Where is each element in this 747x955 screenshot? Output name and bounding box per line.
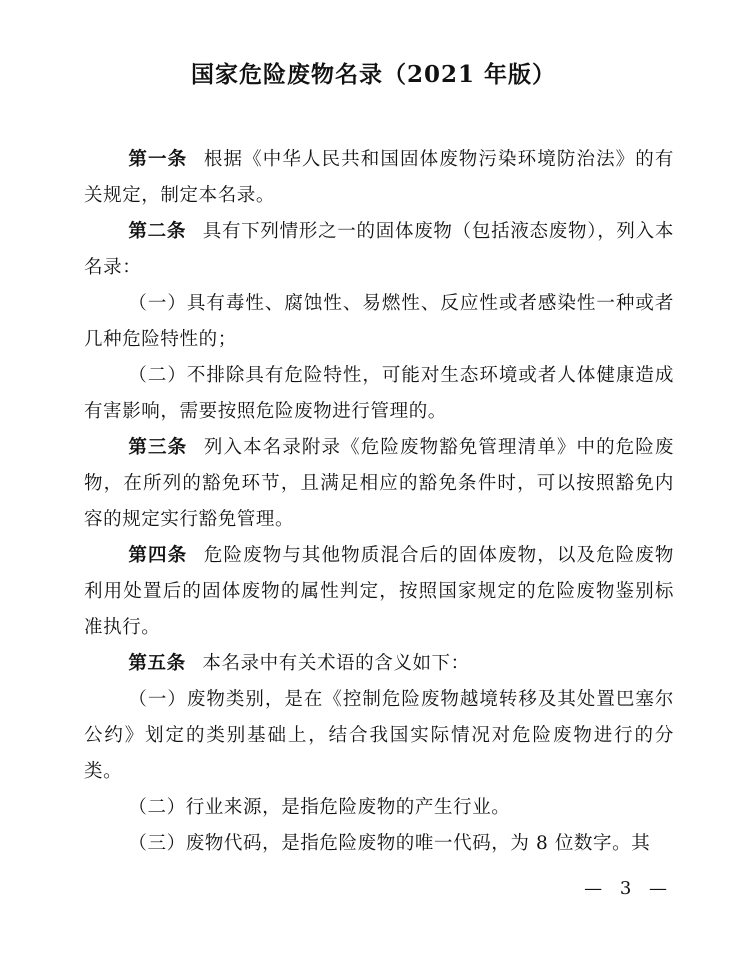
article-text: 本名录中有关术语的含义如下： [202, 653, 470, 674]
article-5 [84, 646, 674, 682]
article-text: 危险废物与其他物质混合后的固体废物，以及危险废物利用处置后的固体废物的属性判定，按照国家规定的危险废物鉴别标准执行。 [84, 545, 674, 638]
article-5-item-3 [84, 826, 674, 862]
article-label: 第四条 [128, 545, 188, 566]
article-3 [84, 430, 674, 538]
article-1 [84, 142, 674, 214]
article-text: 具有下列情形之一的固体废物（包括液态废物），列入本名录： [84, 221, 674, 278]
article-text: 根据《中华人民共和国固体废物污染环境防治法》的有关规定，制定本名录。 [84, 149, 674, 206]
item-text: （三）废物代码，是指危险废物的唯一代码，为 8 位数字。其 [128, 833, 651, 854]
item-text: （二）行业来源，是指危险废物的产生行业。 [128, 797, 511, 818]
item-text: （二）不排除具有危险特性，可能对生态环境或者人体健康造成有害影响，需要按照危险废物进行管理的。 [84, 365, 674, 422]
article-label: 第一条 [128, 149, 188, 170]
article-text: 列入本名录附录《危险废物豁免管理清单》中的危险废物，在所列的豁免环节，且满足相应的豁免条件时，可以按照豁免内容的规定实行豁免管理。 [84, 437, 674, 530]
article-4 [84, 538, 674, 646]
article-label: 第五条 [128, 653, 186, 674]
item-text: （一）废物类别，是在《控制危险废物越境转移及其处置巴塞尔公约》划定的类别基础上，结合我国实际情况对危险废物进行的分类。 [84, 689, 674, 782]
article-2-item-2 [84, 358, 674, 430]
document-body [84, 142, 674, 862]
document-title: 国家危险废物名录（2021 年版） [190, 61, 557, 88]
item-text: （一）具有毒性、腐蚀性、易燃性、反应性或者感染性一种或者几种危险特性的； [84, 293, 674, 350]
article-2 [84, 214, 674, 286]
article-5-item-1 [84, 682, 674, 790]
page-number-text: — 3 — [584, 878, 673, 899]
article-2-item-1 [84, 286, 674, 358]
article-5-item-2 [84, 790, 674, 826]
article-label: 第二条 [128, 221, 187, 242]
article-label: 第三条 [128, 437, 188, 458]
